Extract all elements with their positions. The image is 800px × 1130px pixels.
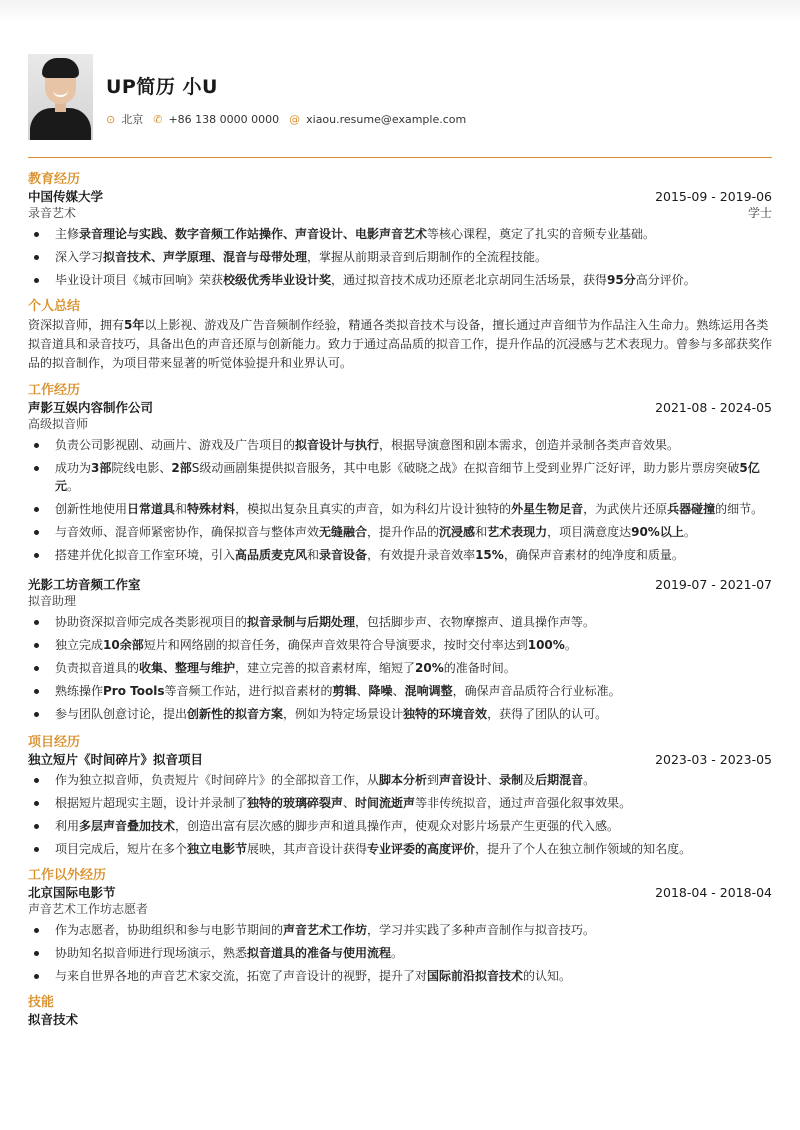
job-role: 拟音助理 (28, 594, 77, 608)
major: 录音艺术 (28, 206, 77, 220)
list-item: 作为志愿者，协助组织和参与电影节期间的声音艺术工作坊，学习并实践了多种声音制作与拟音技巧。 (28, 921, 772, 939)
education-section (28, 172, 772, 289)
bullet-list (28, 921, 772, 985)
org-name: 北京国际电影节 (28, 885, 116, 900)
list-item: 成功为3部院线电影、2部S级动画剧集提供拟音服务，其中电影《破晓之战》在拟音细节上受到业界广泛好评，助力影片票房突破5亿元。 (28, 459, 772, 495)
list-item: 项目完成后，短片在多个独立电影节展映，其声音设计获得专业评委的高度评价，提升了个人在独立制作领域的知名度。 (28, 840, 772, 858)
work-section (28, 383, 772, 723)
list-item: 独立完成10余部短片和网络剧的拟音任务，确保声音效果符合导演要求，按时交付率达到100%。 (28, 636, 772, 654)
bullet-list (28, 771, 772, 858)
projects-section (28, 735, 772, 858)
list-item: 熟练操作Pro Tools等音频工作站，进行拟音素材的剪辑、降噪、混响调整，确保声音品质符合行业标准。 (28, 682, 772, 700)
list-item: 与音效师、混音师紧密协作，确保拟音与整体声效无缝融合，提升作品的沉浸感和艺术表现力，项目满意度达90%以上。 (28, 523, 772, 541)
list-item: 协助资深拟音师完成各类影视项目的拟音录制与后期处理，包括脚步声、衣物摩擦声、道具操作声等。 (28, 613, 772, 631)
bullet-list (28, 613, 772, 723)
job-role: 高级拟音师 (28, 417, 89, 431)
list-item: 深入学习拟音技术、声学原理、混音与母带处理，掌握从前期录音到后期制作的全流程技能。 (28, 248, 772, 266)
degree: 学士 (747, 206, 772, 220)
section-title: 技能 (28, 995, 55, 1010)
list-item: 根据短片超现实主题，设计并录制了独特的玻璃碎裂声、时间流逝声等非传统拟音，通过声音强化叙事效果。 (28, 794, 772, 812)
phone-icon: ✆ (153, 112, 163, 126)
date-range: 2019-07 - 2021-07 (655, 577, 772, 592)
summary-text: 资深拟音师，拥有5年以上影视、游戏及广告音频制作经验，精通各类拟音技术与设备，擅长通过声音细节为作品注入生命力。熟练运用各类拟音道具和录音技巧，具备出色的声音还原与创新能力。致力于通过高品质的拟音工作，提升作品的沉浸感与艺术表现力。曾参与多部获奖作品的拟音制作，为项目带来显著的听觉体验提升和业界认可。 (28, 318, 773, 370)
list-item: 与来自世界各地的声音艺术家交流，拓宽了声音设计的视野，提升了对国际前沿拟音技术的认知。 (28, 967, 772, 985)
avatar (28, 54, 93, 140)
header-divider (28, 157, 772, 158)
date-range: 2015-09 - 2019-06 (655, 189, 772, 204)
list-item: 负责拟音道具的收集、整理与维护，建立完善的拟音素材库，缩短了20%的准备时间。 (28, 659, 772, 677)
company-name: 声影互娱内容制作公司 (28, 400, 154, 415)
skill-category: 拟音技术 (28, 1012, 79, 1027)
skills-section (28, 995, 772, 1028)
contact-info (106, 111, 476, 127)
project-name: 独立短片《时间碎片》拟音项目 (28, 752, 204, 767)
extra-section (28, 868, 772, 985)
list-item: 负责公司影视剧、动画片、游戏及广告项目的拟音设计与执行，根据导演意图和剧本需求，创造并录制各类声音效果。 (28, 436, 772, 454)
section-title: 个人总结 (28, 299, 81, 314)
resume-header (28, 54, 476, 140)
job-entry (28, 399, 772, 564)
list-item: 参与团队创意讨论，提出创新性的拟音方案，例如为特定场景设计独特的环境音效，获得了团队的认可。 (28, 705, 772, 723)
school-name: 中国传媒大学 (28, 189, 104, 204)
section-title: 工作经历 (28, 383, 81, 398)
email-icon: @ (289, 112, 301, 126)
list-item: 利用多层声音叠加技术，创造出富有层次感的脚步声和道具操作声，使观众对影片场景产生更强的代入感。 (28, 817, 772, 835)
list-item: 搭建并优化拟音工作室环境，引入高品质麦克风和录音设备，有效提升录音效率15%，确保声音素材的纯净度和质量。 (28, 546, 772, 564)
summary-section (28, 299, 772, 373)
section-title: 项目经历 (28, 735, 81, 750)
resume-content (28, 172, 772, 1038)
bullet-list (28, 436, 772, 564)
top-bar (0, 0, 800, 22)
date-range: 2023-03 - 2023-05 (655, 752, 772, 767)
location-text: 北京 (121, 113, 144, 126)
list-item: 毕业设计项目《城市回响》荣获校级优秀毕业设计奖，通过拟音技术成功还原老北京胡同生活场景，获得95分高分评价。 (28, 271, 772, 289)
location-pin-icon: ⊙ (106, 112, 116, 126)
list-item: 主修录音理论与实践、数字音频工作站操作、声音设计、电影声音艺术等核心课程，奠定了扎实的音频专业基础。 (28, 225, 772, 243)
candidate-name: UP简历 小U (106, 76, 218, 98)
section-title: 教育经历 (28, 172, 81, 187)
company-name: 光影工坊音频工作室 (28, 577, 141, 592)
list-item: 协助知名拟音师进行现场演示，熟悉拟音道具的准备与使用流程。 (28, 944, 772, 962)
date-range: 2018-04 - 2018-04 (655, 885, 772, 900)
phone-text: +86 138 0000 0000 (168, 112, 280, 126)
email-link[interactable]: xiaou.resume@example.com (306, 112, 467, 126)
list-item: 作为独立拟音师，负责短片《时间碎片》的全部拟音工作，从脚本分析到声音设计、录制及后期混音。 (28, 771, 772, 789)
section-title: 工作以外经历 (28, 868, 107, 883)
date-range: 2021-08 - 2024-05 (655, 400, 772, 415)
job-entry (28, 576, 772, 723)
extra-role: 声音艺术工作坊志愿者 (28, 902, 149, 916)
list-item: 创新性地使用日常道具和特殊材料，模拟出复杂且真实的声音，如为科幻片设计独特的外星生物足音，为武侠片还原兵器碰撞的细节。 (28, 500, 772, 518)
bullet-list (28, 225, 772, 289)
